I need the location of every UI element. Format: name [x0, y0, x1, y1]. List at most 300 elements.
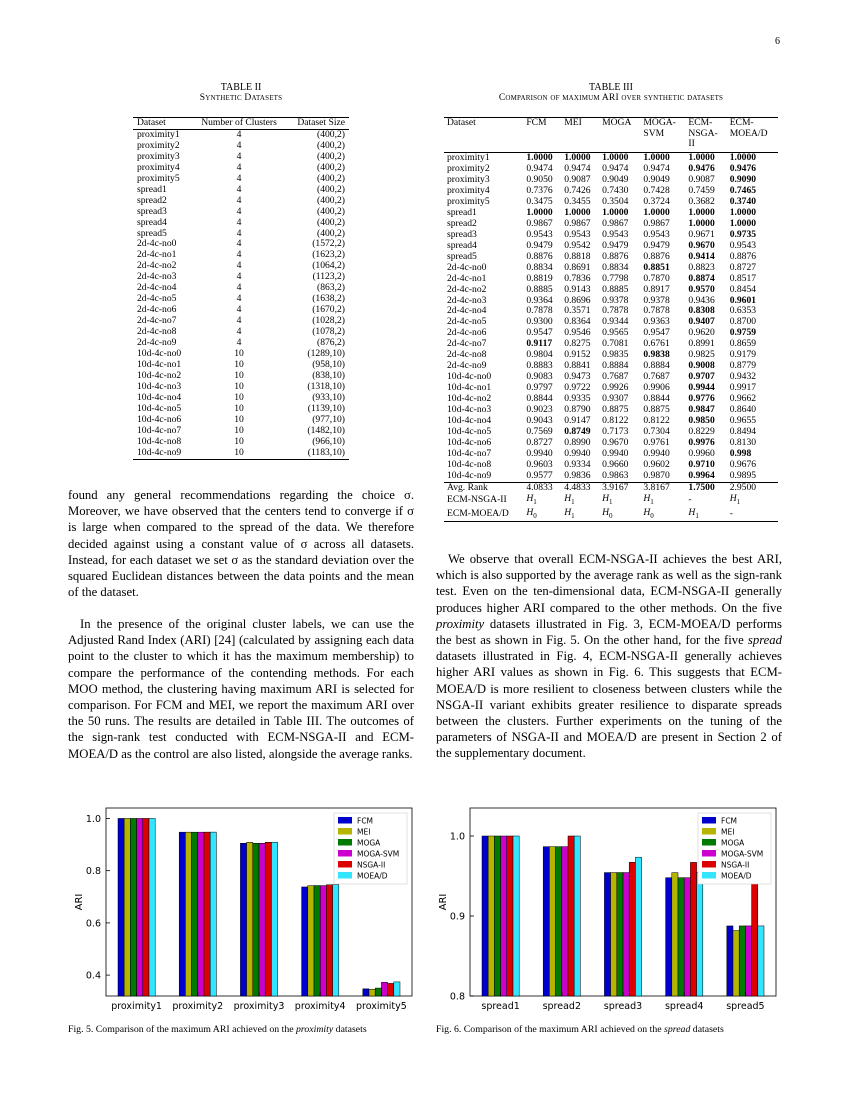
- fig5-bar: [265, 842, 271, 996]
- table3-cell: 1.0000: [602, 152, 629, 164]
- table2-header-cell: Dataset Size: [286, 118, 349, 130]
- table2-cell: 4: [236, 260, 242, 272]
- fig5-ylabel: ARI: [74, 893, 85, 911]
- table3-cell: 0.9476: [729, 163, 757, 175]
- table3-cell: 2d-4c-no3: [447, 294, 487, 306]
- table3-cell: 0.9117: [526, 338, 553, 350]
- table3-cell: 0.9836: [564, 469, 591, 481]
- table3-test-cell: $H_1$: [526, 492, 537, 506]
- table3-cell: 0.8823: [688, 261, 715, 273]
- table2-cell: (400,2): [317, 205, 345, 217]
- fig5-bar: [363, 989, 369, 996]
- table3-test-cell: $H_1$: [643, 492, 654, 506]
- fig6-bar: [635, 857, 641, 996]
- fig6-xtick-label: spread4: [664, 1001, 704, 1012]
- table3-cell: 0.8691: [564, 261, 591, 273]
- table3-cell: 0.9850: [688, 414, 715, 426]
- table3-cell: 0.8819: [526, 272, 553, 284]
- table3-cell: 0.9543: [564, 228, 591, 240]
- fig6-bar: [678, 878, 684, 996]
- table3-cell: 0.8308: [688, 305, 715, 317]
- table3-cell: 0.9335: [564, 393, 591, 405]
- table3-cell: 0.9476: [688, 163, 715, 175]
- table3-row: [444, 263, 778, 274]
- table3-cell: 2d-4c-no5: [447, 316, 487, 328]
- fig5-chart: [68, 798, 420, 1016]
- table3-cell: 0.9147: [564, 414, 591, 426]
- fig6-caption-pre: Fig. 6. Comparison of the maximum ARI achieved on the: [436, 1024, 665, 1035]
- table2-cell: spread5: [137, 227, 167, 239]
- fig6-bar: [739, 926, 745, 996]
- table3-cell: 0.9179: [729, 349, 757, 361]
- table3-cell: 0.8364: [564, 316, 591, 328]
- table3-cell: 0.3571: [564, 305, 591, 317]
- table3-cell: 0.9964: [688, 469, 715, 481]
- table2-cell: 10: [234, 369, 244, 381]
- table2-cell: 2d-4c-no1: [137, 249, 177, 261]
- table3-test-cell: ECM-NSGA-II: [447, 494, 507, 506]
- table3-cell: 0.8834: [602, 261, 629, 273]
- table2-cell: (1670,2): [312, 304, 345, 316]
- table3-cell: 0.8122: [602, 414, 629, 426]
- table3-cell: 0.9603: [526, 458, 553, 470]
- table3-cell: 0.9143: [564, 283, 591, 295]
- fig6-bar: [562, 847, 568, 996]
- table3-cell: 0.9543: [526, 228, 553, 240]
- table3-cell: 4.0833: [523, 482, 561, 493]
- table2-cell: 4: [236, 293, 242, 305]
- table2-cell: (1183,10): [286, 448, 349, 459]
- table3-cell: 0.8876: [729, 250, 757, 262]
- fig5-bar: [369, 989, 375, 996]
- table3-cell: 0.9344: [602, 316, 629, 328]
- table2-cell: 4: [236, 194, 242, 206]
- table3-cell: 0.8844: [526, 393, 553, 405]
- table3-cell: 0.7081: [602, 338, 629, 350]
- table3-cell: 0.7687: [602, 371, 629, 383]
- table3-cell: 0.9940: [526, 447, 553, 459]
- table3-cell: 0.9008: [688, 360, 715, 372]
- table3-cell: 0.9804: [526, 349, 553, 361]
- table3-cell: 0.9087: [564, 174, 591, 186]
- table3-cell: 0.9378: [643, 294, 670, 306]
- table2-cell: 10d-4c-no0: [137, 348, 182, 360]
- table3-header-cell: Dataset: [444, 118, 523, 153]
- table3-cell: 0.9867: [643, 217, 670, 229]
- fig5-bar: [204, 832, 210, 996]
- fig6-ylabel: ARI: [438, 893, 449, 911]
- table3-cell: 0.9825: [688, 349, 715, 361]
- fig6-bar: [568, 836, 574, 996]
- table2-cell: 4: [236, 304, 242, 316]
- table3-cell: 0.7428: [643, 184, 670, 196]
- table3-cell: 0.9300: [526, 316, 553, 328]
- fig6-bar: [684, 878, 690, 996]
- table2-label: TABLE II: [220, 82, 262, 93]
- table3-cell: 10d-4c-no4: [447, 414, 492, 426]
- table3-cell: 0.9542: [564, 239, 591, 251]
- table2-cell: 10d-4c-no4: [137, 391, 182, 403]
- table2-cell: (400,2): [317, 139, 345, 151]
- fig6-bar: [543, 847, 549, 996]
- table3-test-cell: $H_1$: [602, 492, 613, 506]
- table2-cell: proximity4: [137, 161, 180, 173]
- table3-cell: 0.9152: [564, 349, 591, 361]
- fig6-legend-label: MOGA: [721, 838, 745, 848]
- table3-header-cell: FCM: [523, 118, 561, 153]
- fig5-bar: [149, 818, 155, 996]
- fig5-ytick-label: 1.0: [85, 813, 101, 825]
- right-paragraph: [436, 551, 782, 762]
- table3-cell: 0.9620: [688, 327, 715, 339]
- table3-cell: 1.0000: [688, 206, 715, 218]
- table3-cell: 1.0000: [688, 152, 715, 164]
- table3-cell: 0.8885: [602, 283, 629, 295]
- table3-cell: 1.0000: [729, 206, 757, 218]
- table3-cell: proximity4: [447, 184, 490, 196]
- table3-cell: 0.9710: [688, 458, 715, 470]
- fig6-bar: [574, 836, 580, 996]
- fig6-legend-swatch: [702, 839, 716, 846]
- fig6-xtick-label: spread1: [481, 1001, 520, 1012]
- table2-cell: 4: [236, 238, 242, 250]
- fig5-bar: [124, 818, 130, 996]
- table3-caption: [444, 82, 778, 104]
- table3-cell: spread3: [447, 228, 477, 240]
- table3-cell: 2d-4c-no1: [447, 272, 487, 284]
- table3-cell: 0.9090: [729, 174, 757, 186]
- table3-cell: 0.9432: [729, 371, 757, 383]
- table3-cell: 0.9363: [643, 316, 670, 328]
- fig6-legend-label: MOGA-SVM: [721, 849, 764, 859]
- table3-cell: 0.9083: [526, 371, 553, 383]
- table2-cell: 10: [234, 402, 244, 414]
- fig6-legend-label: MEI: [721, 827, 735, 837]
- table3-cell: 10d-4c-no1: [447, 382, 492, 394]
- table2-cell: 4: [236, 326, 242, 338]
- table3-cell: 0.7459: [688, 184, 715, 196]
- table3-cell: 2d-4c-no0: [447, 261, 487, 273]
- table2-cell: 4: [236, 172, 242, 184]
- fig6-bar: [752, 883, 758, 996]
- fig5-legend-swatch: [338, 839, 352, 846]
- table3-cell: 0.7878: [643, 305, 670, 317]
- table3-cell: 0.9479: [526, 239, 553, 251]
- table3-cell: spread5: [447, 250, 477, 262]
- table2-cell: 2d-4c-no2: [137, 260, 177, 272]
- table2-cell: 2d-4c-no7: [137, 315, 177, 327]
- table2-cell: (400,2): [317, 183, 345, 195]
- fig6-legend: [698, 813, 771, 884]
- table3-cell: 0.8876: [643, 250, 670, 262]
- table2-cell: 2d-4c-no6: [137, 304, 177, 316]
- table3-cell: 0.9863: [602, 469, 629, 481]
- fig5-bar: [185, 832, 191, 996]
- table3-cell: 0.9670: [602, 436, 629, 448]
- table3-label: TABLE III: [589, 82, 633, 93]
- page-number: 6: [775, 36, 780, 47]
- right-text-em-spread: spread: [747, 633, 782, 648]
- table3-cell: 0.9543: [602, 228, 629, 240]
- right-text-em-proximity: proximity: [436, 616, 485, 631]
- table3-cell: 0.8494: [729, 425, 757, 437]
- table3-cell: 0.8696: [564, 294, 591, 306]
- table2-cell: (977,10): [312, 413, 345, 425]
- table3-cell: Avg. Rank: [444, 482, 523, 493]
- table3-cell: 0.9364: [526, 294, 553, 306]
- table2-cell: (400,2): [317, 161, 345, 173]
- table2-row: [133, 448, 349, 459]
- fig5-bar: [302, 887, 308, 996]
- table2-cell: (400,2): [317, 194, 345, 206]
- table3-cell: 0.9479: [602, 239, 629, 251]
- table2-cell: proximity2: [137, 139, 180, 151]
- table2-title: Synthetic Datasets: [199, 93, 283, 103]
- fig6-bar: [758, 926, 764, 996]
- fig5-legend-swatch: [338, 861, 352, 868]
- table3-cell: 0.9707: [688, 371, 715, 383]
- fig6-bar: [629, 862, 635, 996]
- table3-cell: 0.8991: [688, 338, 715, 350]
- table2-cell: spread3: [137, 205, 167, 217]
- table3-cell: 0.9835: [602, 349, 629, 361]
- table3-cell: 0.9926: [602, 382, 629, 394]
- fig6-bar: [604, 873, 610, 996]
- table3-cell: 3.8167: [640, 482, 685, 493]
- fig6-bar: [507, 836, 513, 996]
- table3-cell: 0.9759: [729, 327, 757, 339]
- table2-cell: (400,2): [317, 150, 345, 162]
- table3-cell: 0.9547: [643, 327, 670, 339]
- table2-cell: 4: [236, 337, 242, 349]
- table3-cell: 0.9543: [643, 228, 670, 240]
- table3-cell: proximity1: [447, 152, 490, 164]
- table2-cell: 10: [234, 413, 244, 425]
- table2-cell: proximity3: [137, 150, 180, 162]
- table3-cell: 0.9307: [602, 393, 629, 405]
- table2-cell: 4: [236, 128, 242, 140]
- table3-cell: 0.8122: [643, 414, 670, 426]
- table2-cell: 4: [236, 227, 242, 239]
- table3-cell: 0.9735: [729, 228, 757, 240]
- fig5-legend-swatch: [338, 872, 352, 879]
- table3-cell: 0.9546: [564, 327, 591, 339]
- table3-row: [444, 471, 778, 482]
- table3-cell: 0.8727: [729, 261, 757, 273]
- table3-cell: 0.9436: [688, 294, 715, 306]
- fig5-xtick-label: proximity5: [356, 1001, 407, 1012]
- table3-cell: 0.8884: [643, 360, 670, 372]
- fig5-bar: [130, 818, 136, 996]
- table3-cell: 0.8727: [526, 436, 553, 448]
- fig5-bar: [326, 885, 332, 996]
- table3-cell: 0.8454: [729, 283, 757, 295]
- table3-cell: 0.9049: [602, 174, 629, 186]
- fig6-caption: [436, 1024, 724, 1035]
- table2-cell: 10: [192, 448, 286, 459]
- table3-cell: 0.9043: [526, 414, 553, 426]
- table3-cell: 0.8876: [602, 250, 629, 262]
- fig5-ytick-label: 0.6: [85, 918, 101, 930]
- fig5-bar: [118, 818, 124, 996]
- table3-cell: 0.9940: [643, 447, 670, 459]
- table3-cell: 0.9547: [526, 327, 553, 339]
- table3-cell: 0.9473: [564, 371, 591, 383]
- fig6-bar: [697, 873, 703, 996]
- table2-cell: 10: [234, 358, 244, 370]
- fig6-bar: [549, 847, 555, 996]
- table3-cell: 0.7376: [526, 184, 553, 196]
- fig5-legend-swatch: [338, 828, 352, 835]
- table3-cell: 0.8659: [729, 338, 757, 350]
- table3-cell: 0.9601: [729, 294, 757, 306]
- table3-cell: 0.9797: [526, 382, 553, 394]
- table3-cell: 1.0000: [602, 206, 629, 218]
- table3-header-cell: ECM- NSGA- II: [685, 118, 726, 153]
- table2-cell: 4: [236, 161, 242, 173]
- table3-cell: 0.7878: [526, 305, 553, 317]
- fig5-bar: [333, 885, 339, 996]
- table3-cell: 0.8818: [564, 250, 591, 262]
- fig6-bar: [488, 836, 494, 996]
- fig6-legend-label: FCM: [721, 816, 738, 826]
- table2-cell: (1078,2): [312, 326, 345, 338]
- table3-cell: 0.9660: [602, 458, 629, 470]
- table3-cell: 0.3740: [729, 195, 757, 207]
- fig5-bar: [381, 982, 387, 996]
- fig5-legend-label: MOGA: [357, 838, 381, 848]
- table3-cell: 0.9906: [643, 382, 670, 394]
- fig6-bar: [513, 836, 519, 996]
- table2-cell: 10d-4c-no5: [137, 402, 182, 414]
- table3-header-cell: MEI: [561, 118, 599, 153]
- table2-row: [133, 426, 349, 437]
- table3-cell: 0.8851: [643, 261, 670, 273]
- table2-cell: 10d-4c-no3: [137, 380, 182, 392]
- table3-test-cell: $H_1$: [561, 508, 599, 522]
- table3-cell: 2d-4c-no7: [447, 338, 487, 350]
- table3-cell: 1.0000: [526, 206, 553, 218]
- table2-header-cell: Dataset: [133, 118, 192, 130]
- fig6-legend-label: NSGA-II: [721, 860, 750, 870]
- table3-cell: 0.8749: [564, 425, 591, 437]
- fig5-bar: [137, 818, 143, 996]
- table3-cell: proximity2: [447, 163, 490, 175]
- table3-cell: 10d-4c-no6: [447, 436, 492, 448]
- fig5-legend-label: FCM: [357, 816, 374, 826]
- table3-cell: 2d-4c-no9: [447, 360, 487, 372]
- table3-cell: 0.9960: [688, 447, 715, 459]
- fig5-bar: [240, 843, 246, 996]
- fig5-caption-pre: Fig. 5. Comparison of the maximum ARI achieved on the: [68, 1024, 297, 1035]
- table3-cell: 0.7569: [526, 425, 553, 437]
- table3-cell: 0.9940: [602, 447, 629, 459]
- fig5-legend-label: MOEA/D: [357, 871, 388, 881]
- table2-cell: (838,10): [312, 369, 345, 381]
- table3-cell: 0.9838: [643, 349, 670, 361]
- table3-test-cell: $H_1$: [564, 492, 575, 506]
- table3-cell: 0.8834: [526, 261, 553, 273]
- table2-cell: 4: [236, 183, 242, 195]
- table3-test-cell: -: [688, 494, 692, 506]
- table2: [133, 117, 349, 460]
- table2-cell: (1638,2): [312, 293, 345, 305]
- fig6-bar: [623, 873, 629, 996]
- table2-cell: 10: [234, 391, 244, 403]
- table3-cell: 0.8990: [564, 436, 591, 448]
- table2-cell: 10d-4c-no8: [137, 435, 182, 447]
- fig5-bar: [375, 988, 381, 996]
- fig6-bar: [611, 873, 617, 996]
- table2-row: [133, 437, 349, 448]
- table3-cell: 0.7426: [564, 184, 591, 196]
- table3-cell: 0.7798: [602, 272, 629, 284]
- table3-cell: 0.9917: [729, 382, 757, 394]
- fig5-bar: [388, 983, 394, 996]
- table3-cell: 3.9167: [599, 482, 640, 493]
- table3-cell: 0.9334: [564, 458, 591, 470]
- table2-cell: 10d-4c-no2: [137, 369, 182, 381]
- table3-cell: 0.9023: [526, 404, 553, 416]
- table3-cell: 1.0000: [688, 217, 715, 229]
- table3-cell: 0.3455: [564, 195, 591, 207]
- table3-cell: 1.0000: [526, 152, 553, 164]
- fig6-bar: [482, 836, 488, 996]
- table3-cell: 0.7878: [602, 305, 629, 317]
- table3-header-cell: MOGA: [599, 118, 640, 153]
- table3-cell: 2d-4c-no6: [447, 327, 487, 339]
- fig6-bar: [727, 926, 733, 996]
- fig5-bar: [192, 832, 198, 996]
- table2-cell: (1482,10): [307, 424, 345, 436]
- table2-cell: 4: [236, 205, 242, 217]
- table3-cell: 0.9378: [602, 294, 629, 306]
- fig6-bar: [556, 847, 562, 996]
- table3-cell: 0.9407: [688, 316, 715, 328]
- table3-cell: 0.7430: [602, 184, 629, 196]
- table3-cell: 0.8229: [688, 425, 715, 437]
- table3-cell: 0.9847: [688, 404, 715, 416]
- table3-row: [444, 274, 778, 285]
- fig5-legend-swatch: [338, 850, 352, 857]
- table3-test-row: [444, 508, 778, 522]
- table2-cell: 10d-4c-no9: [133, 448, 192, 459]
- table3-cell: 1.0000: [564, 206, 591, 218]
- table3-cell: 0.998: [729, 447, 752, 459]
- table3-test-cell: $H_0$: [599, 508, 640, 522]
- table3-cell: 0.3475: [526, 195, 553, 207]
- fig5-bar: [253, 843, 259, 996]
- fig6-bar: [672, 873, 678, 996]
- table3-cell: 10d-4c-no5: [447, 425, 492, 437]
- table3-cell: 0.9671: [688, 228, 715, 240]
- table3-cell: 0.7836: [564, 272, 591, 284]
- table3-cell: 0.9474: [526, 163, 553, 175]
- table2-cell: proximity5: [137, 172, 180, 184]
- table2-cell: 10d-4c-no7: [137, 424, 182, 436]
- table3-cell: 0.8917: [643, 283, 670, 295]
- fig5-legend: [334, 813, 407, 884]
- fig5-caption-post: datasets: [333, 1024, 367, 1035]
- table3-cell: 0.9867: [526, 217, 553, 229]
- table3-test-cell: -: [727, 508, 778, 522]
- table3-cell: 0.6353: [729, 305, 757, 317]
- fig5-bar: [394, 982, 400, 996]
- fig5-bar: [179, 832, 185, 996]
- table3-cell: 0.9870: [643, 469, 670, 481]
- table3-cell: proximity5: [447, 195, 490, 207]
- fig5-xtick-label: proximity1: [111, 1001, 162, 1012]
